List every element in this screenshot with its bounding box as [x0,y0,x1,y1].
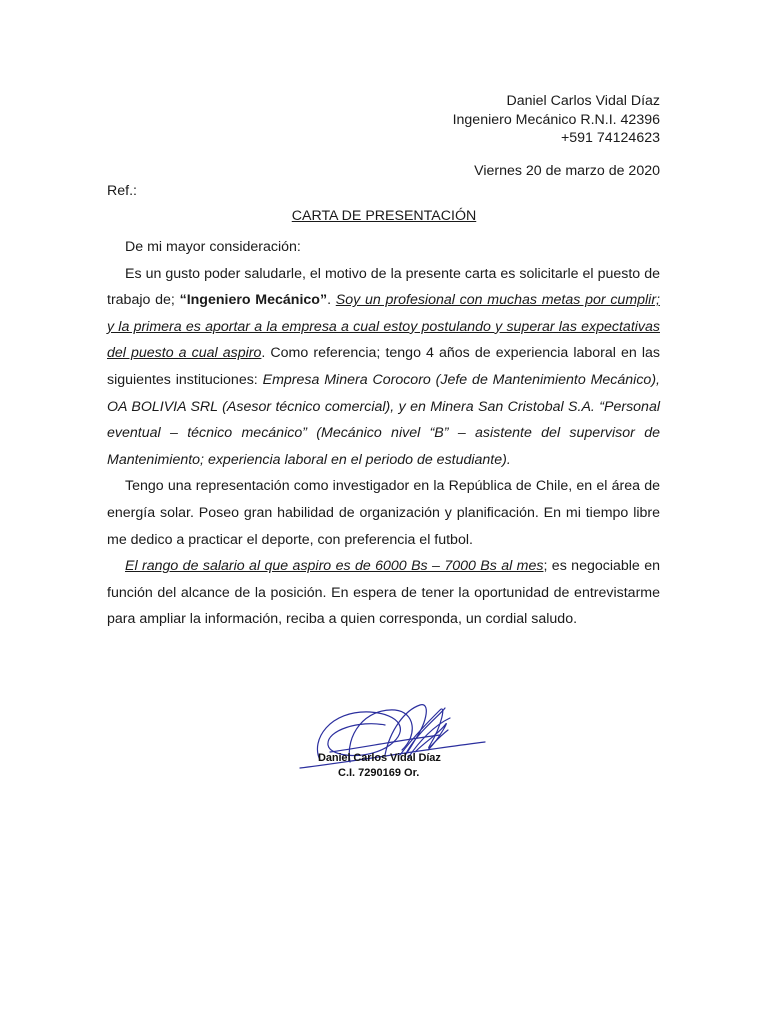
p1-goal: Soy un profesional con muchas metas por cumplir; y la primera es aportar a la empresa a cual estoy postulando y superar las expectativas del puesto a cual aspiro [107,292,660,362]
p1-sep: . [327,292,336,309]
signature-name: Daniel Carlos Vidal Díaz [318,752,441,764]
signature-ci: C.I. 7290169 Or. [338,767,420,779]
paragraph-3 [107,553,660,633]
p3-rest: ; es negociable en función del alcance de la posición. En espera de tener la oportunidad de entrevistarme para ampliar la información, reciba a quien corresponda, un cordial saludo. [107,558,660,628]
p1-reference: . Como referencia; tengo 4 años de experiencia laboral en las siguientes instituciones: [107,345,660,388]
sender-phone: +591 74124623 [560,130,660,146]
letter-body [107,234,660,633]
sender-block [453,92,660,148]
paragraph-2: Tengo una representación como investigador en la República de Chile, en el área de energía solar. Poseo gran habilidad de organización y planificación. En mi tiempo libre me dedico a practicar el deporte, con preferencia el futbol. [107,478,660,548]
p3-salary: El rango de salario al que aspiro es de 6000 Bs – 7000 Bs al mes [125,558,544,575]
p1-role: “Ingeniero Mecánico” [179,292,328,309]
greeting: De mi mayor consideración: [125,239,301,255]
paragraph-1 [107,261,660,474]
sender-name: Daniel Carlos Vidal Díaz [506,93,660,109]
p1-experience: Empresa Minera Corocoro (Jefe de Mantenimiento Mecánico), OA BOLIVIA SRL (Asesor técnico comercial), y en Minera San Cristobal S.A. “Personal eventual – técnico mecánico” (Mecánico nivel “B” – asistente del supervisor de Mantenimiento; experiencia laboral en el periodo de estudiante). [107,371,660,468]
reference-label: Ref.: [107,183,137,199]
document-title-text: CARTA DE PRESENTACIÓN [291,208,477,224]
letter-date: Viernes 20 de marzo de 2020 [474,163,660,179]
sender-title: Ingeniero Mecánico R.N.I. 42396 [452,111,660,128]
p1-intro: Es un gusto poder saludarle, el motivo de la presente carta es solicitarle el puesto de trabajo de; [107,265,660,309]
document-title [0,208,768,224]
